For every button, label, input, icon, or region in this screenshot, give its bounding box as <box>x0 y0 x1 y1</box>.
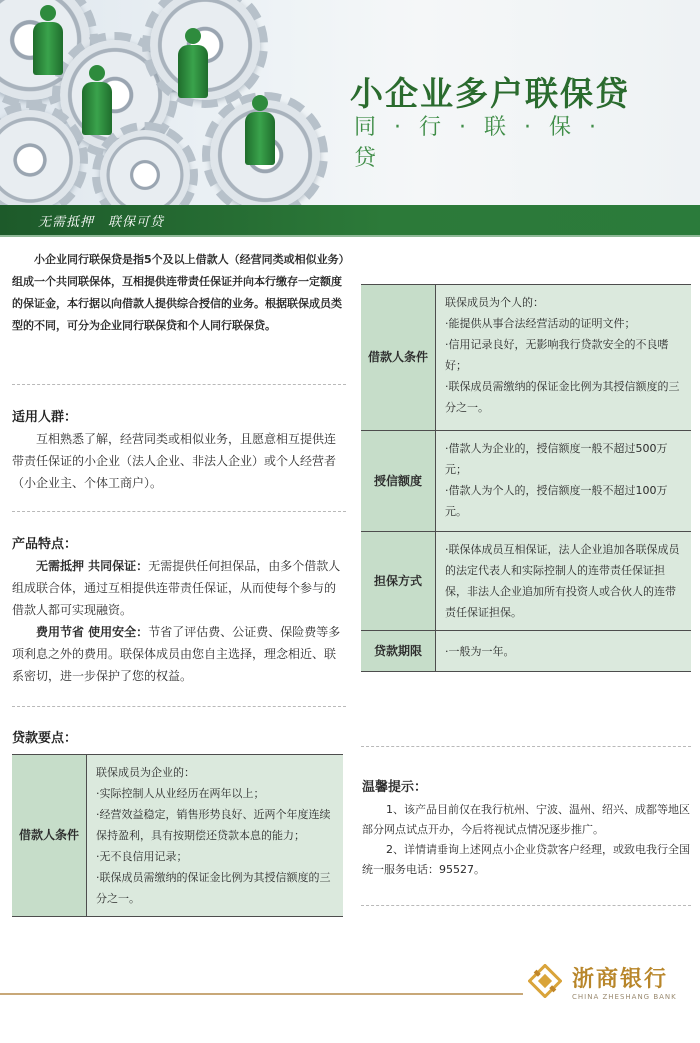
tip-title: 温馨提示： <box>362 780 428 795</box>
divider <box>12 511 346 512</box>
gear-graphic <box>100 130 190 205</box>
divider <box>12 706 346 707</box>
row-value: ·联保体成员互相保证，法人企业追加各联保成员的法定代表人和实际控制人的连带责任保证担保，非法人企业追加所有投资人或合伙人的连带责任保证担保。 <box>436 532 692 631</box>
slogan-text: 无需抵押 联保可贷 <box>38 215 165 230</box>
product-title: 小企业多户联保贷 <box>350 74 630 113</box>
divider <box>361 746 691 747</box>
table-row <box>361 431 691 532</box>
footer-line <box>0 993 523 995</box>
person-figure <box>33 5 63 75</box>
features-text <box>12 555 346 687</box>
loan-points-table <box>12 754 343 917</box>
conditions-table <box>361 284 691 672</box>
bank-name: 浙商银行 <box>572 967 669 992</box>
row-label: 担保方式 <box>361 532 436 631</box>
row-value: ·一般为一年。 <box>436 631 692 672</box>
gear-graphic <box>0 110 80 205</box>
divider <box>361 905 691 906</box>
row-label: 借款人条件 <box>361 285 436 431</box>
table-row <box>12 755 343 917</box>
audience-title: 适用人群： <box>12 410 78 425</box>
feature-head: 费用节省 使用安全： <box>36 625 149 639</box>
row-label: 授信额度 <box>361 431 436 532</box>
table-row <box>361 631 691 672</box>
table-row <box>361 285 691 431</box>
row-value: ·借款人为企业的，授信额度一般不超过500万元； ·借款人为个人的，授信额度一般不超过100万元。 <box>436 431 692 532</box>
row-value: 联保成员为个人的： ·能提供从事合法经营活动的证明文件； ·信用记录良好，无影响我行贷款安全的不良嗜好； ·联保成员需缴纳的保证金比例为其授信额度的三分之一。 <box>436 285 692 431</box>
row-label: 贷款期限 <box>361 631 436 672</box>
audience-text: 互相熟悉了解，经营同类或相似业务，且愿意相互提供连带责任保证的小企业（法人企业、非法人企业）或个人经营者（小企业主、个体工商户）。 <box>12 432 337 490</box>
tip-content: 1、该产品目前仅在我行杭州、宁波、温州、绍兴、成都等地区部分网点试点开办，今后将视试点情况逐步推广。 2、详情请垂询上述网点小企业贷款客户经理，或致电我行全国统一服务电话：95527。 <box>362 803 690 876</box>
divider <box>0 235 700 237</box>
divider <box>12 384 346 385</box>
intro-paragraph: 小企业同行联保贷是指5个及以上借款人（经营同类或相似业务）组成一个共同联保体，互相提供连带责任保证并向本行缴存一定额度的保证金，本行据以向借款人提供综合授信的业务。根据联保成员类型的不同，可分为企业同行联保贷和个人同行联保贷。 <box>12 253 345 332</box>
person-figure <box>178 28 208 98</box>
feature-text: 节省了评估费、公证费、保险费等多项利息之外的费用。联保体成员由您自主选择，理念相近、联系密切，进一步保护了您的权益。 <box>12 625 341 683</box>
person-figure <box>82 65 112 135</box>
product-subtitle: 同·行·联·保·贷 <box>354 115 614 171</box>
feature-text: 无需提供任何担保品，由多个借款人组成联合体，通过互相提供连带责任保证，从而使每个参与的借款人都可实现融资。 <box>12 559 341 617</box>
features-title: 产品特点： <box>12 537 78 552</box>
row-value: 联保成员为企业的： ·实际控制人从业经历在两年以上； ·经营效益稳定，销售形势良好、近两个年度连续保持盈利，具有按期偿还贷款本息的能力； ·无不良信用记录； ·联保成员需缴纳的保证金比例为其授信额度的三分之一。 <box>87 755 344 917</box>
header-banner <box>0 0 700 205</box>
bank-name-en: CHINA ZHESHANG BANK <box>572 993 677 1001</box>
table-row <box>361 532 691 631</box>
feature-head: 无需抵押 共同保证： <box>36 559 149 573</box>
person-figure <box>245 95 275 165</box>
row-label: 借款人条件 <box>12 755 87 917</box>
bank-logo-icon <box>528 964 562 998</box>
loan-points-title: 贷款要点： <box>12 731 78 746</box>
